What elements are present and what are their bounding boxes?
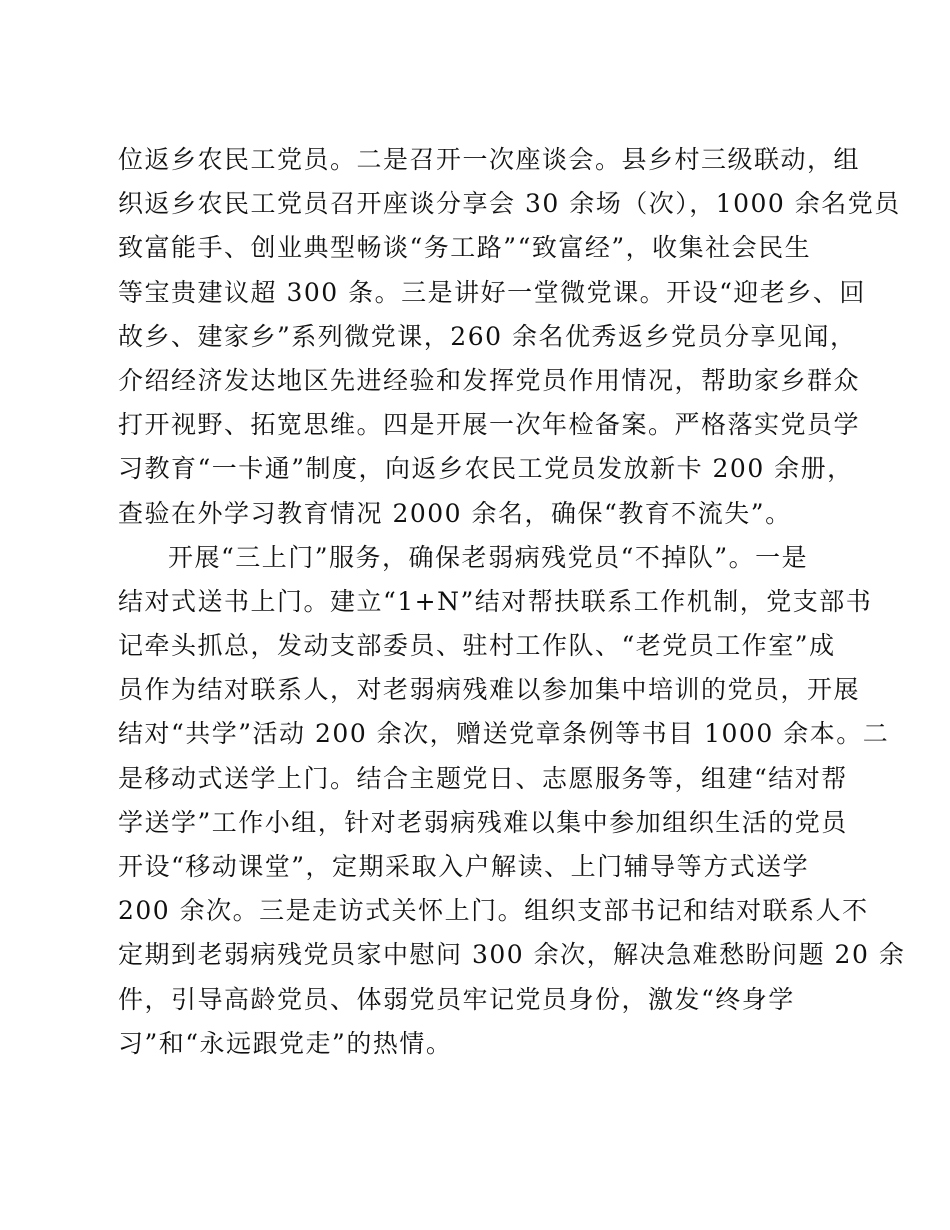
text-line: 习教育“一卡通”制度，向返乡农民工党员发放新卡 200 余册， [118, 454, 854, 484]
text-line: 织返乡农民工党员召开座谈分享会 30 余场（次），1000 余名党员 [118, 189, 901, 219]
text-line: 等宝贵建议超 300 条。三是讲好一堂微党课。开设“迎老乡、回 [118, 277, 866, 307]
paragraph-start-line: 开展“三上门”服务，确保老弱病残党员“不掉队”。一是 [168, 542, 809, 572]
body-text [118, 138, 906, 1066]
text-line: 故乡、建家乡”系列微党课，260 余名优秀返乡党员分享见闻， [118, 321, 857, 351]
text-line: 位返乡农民工党员。二是召开一次座谈会。县乡村三级联动，组 [118, 145, 861, 174]
text-line: 致富能手、创业典型畅谈“务工路”“致富经”，收集社会民生 [118, 233, 812, 263]
text-line: 打开视野、拓宽思维。四是开展一次年检备案。严格落实党员学 [118, 410, 861, 440]
text-line: 结对“共学”活动 200 余次，赠送党章条例等书目 1000 余本。二 [118, 719, 890, 749]
text-line: 学送学”工作小组，针对老弱病残难以集中参加组织生活的党员 [118, 807, 848, 837]
text-line: 件，引导高龄党员、体弱党员牢记党员身份，激发“终身学 [118, 984, 795, 1014]
text-line: 200 余次。三是走访式关怀上门。组织支部书记和结对联系人不 [118, 896, 869, 926]
text-line: 开设“移动课堂”，定期采取入户解读、上门辅导等方式送学 [118, 852, 810, 881]
text-line: 记牵头抓总，发动支部委员、驻村工作队、“老党员工作室”成 [118, 631, 836, 661]
text-line: 员作为结对联系人，对老弱病残难以参加集中培训的党员，开展 [118, 675, 861, 705]
text-line: 是移动式送学上门。结合主题党日、志愿服务等，组建“结对帮 [118, 763, 848, 793]
text-line: 查验在外学习教育情况 2000 余名，确保“教育不流失”。 [118, 498, 792, 528]
text-line: 介绍经济发达地区先进经验和发挥党员作用情况，帮助家乡群众 [118, 365, 861, 395]
text-line: 习”和“永远跟党走”的热情。 [118, 1028, 453, 1058]
text-line: 定期到老弱病残党员家中慰问 300 余次，解决急难愁盼问题 20 余 [118, 940, 906, 970]
text-line: 结对式送书上门。建立“1+N”结对帮扶联系工作机制，党支部书 [118, 586, 873, 616]
